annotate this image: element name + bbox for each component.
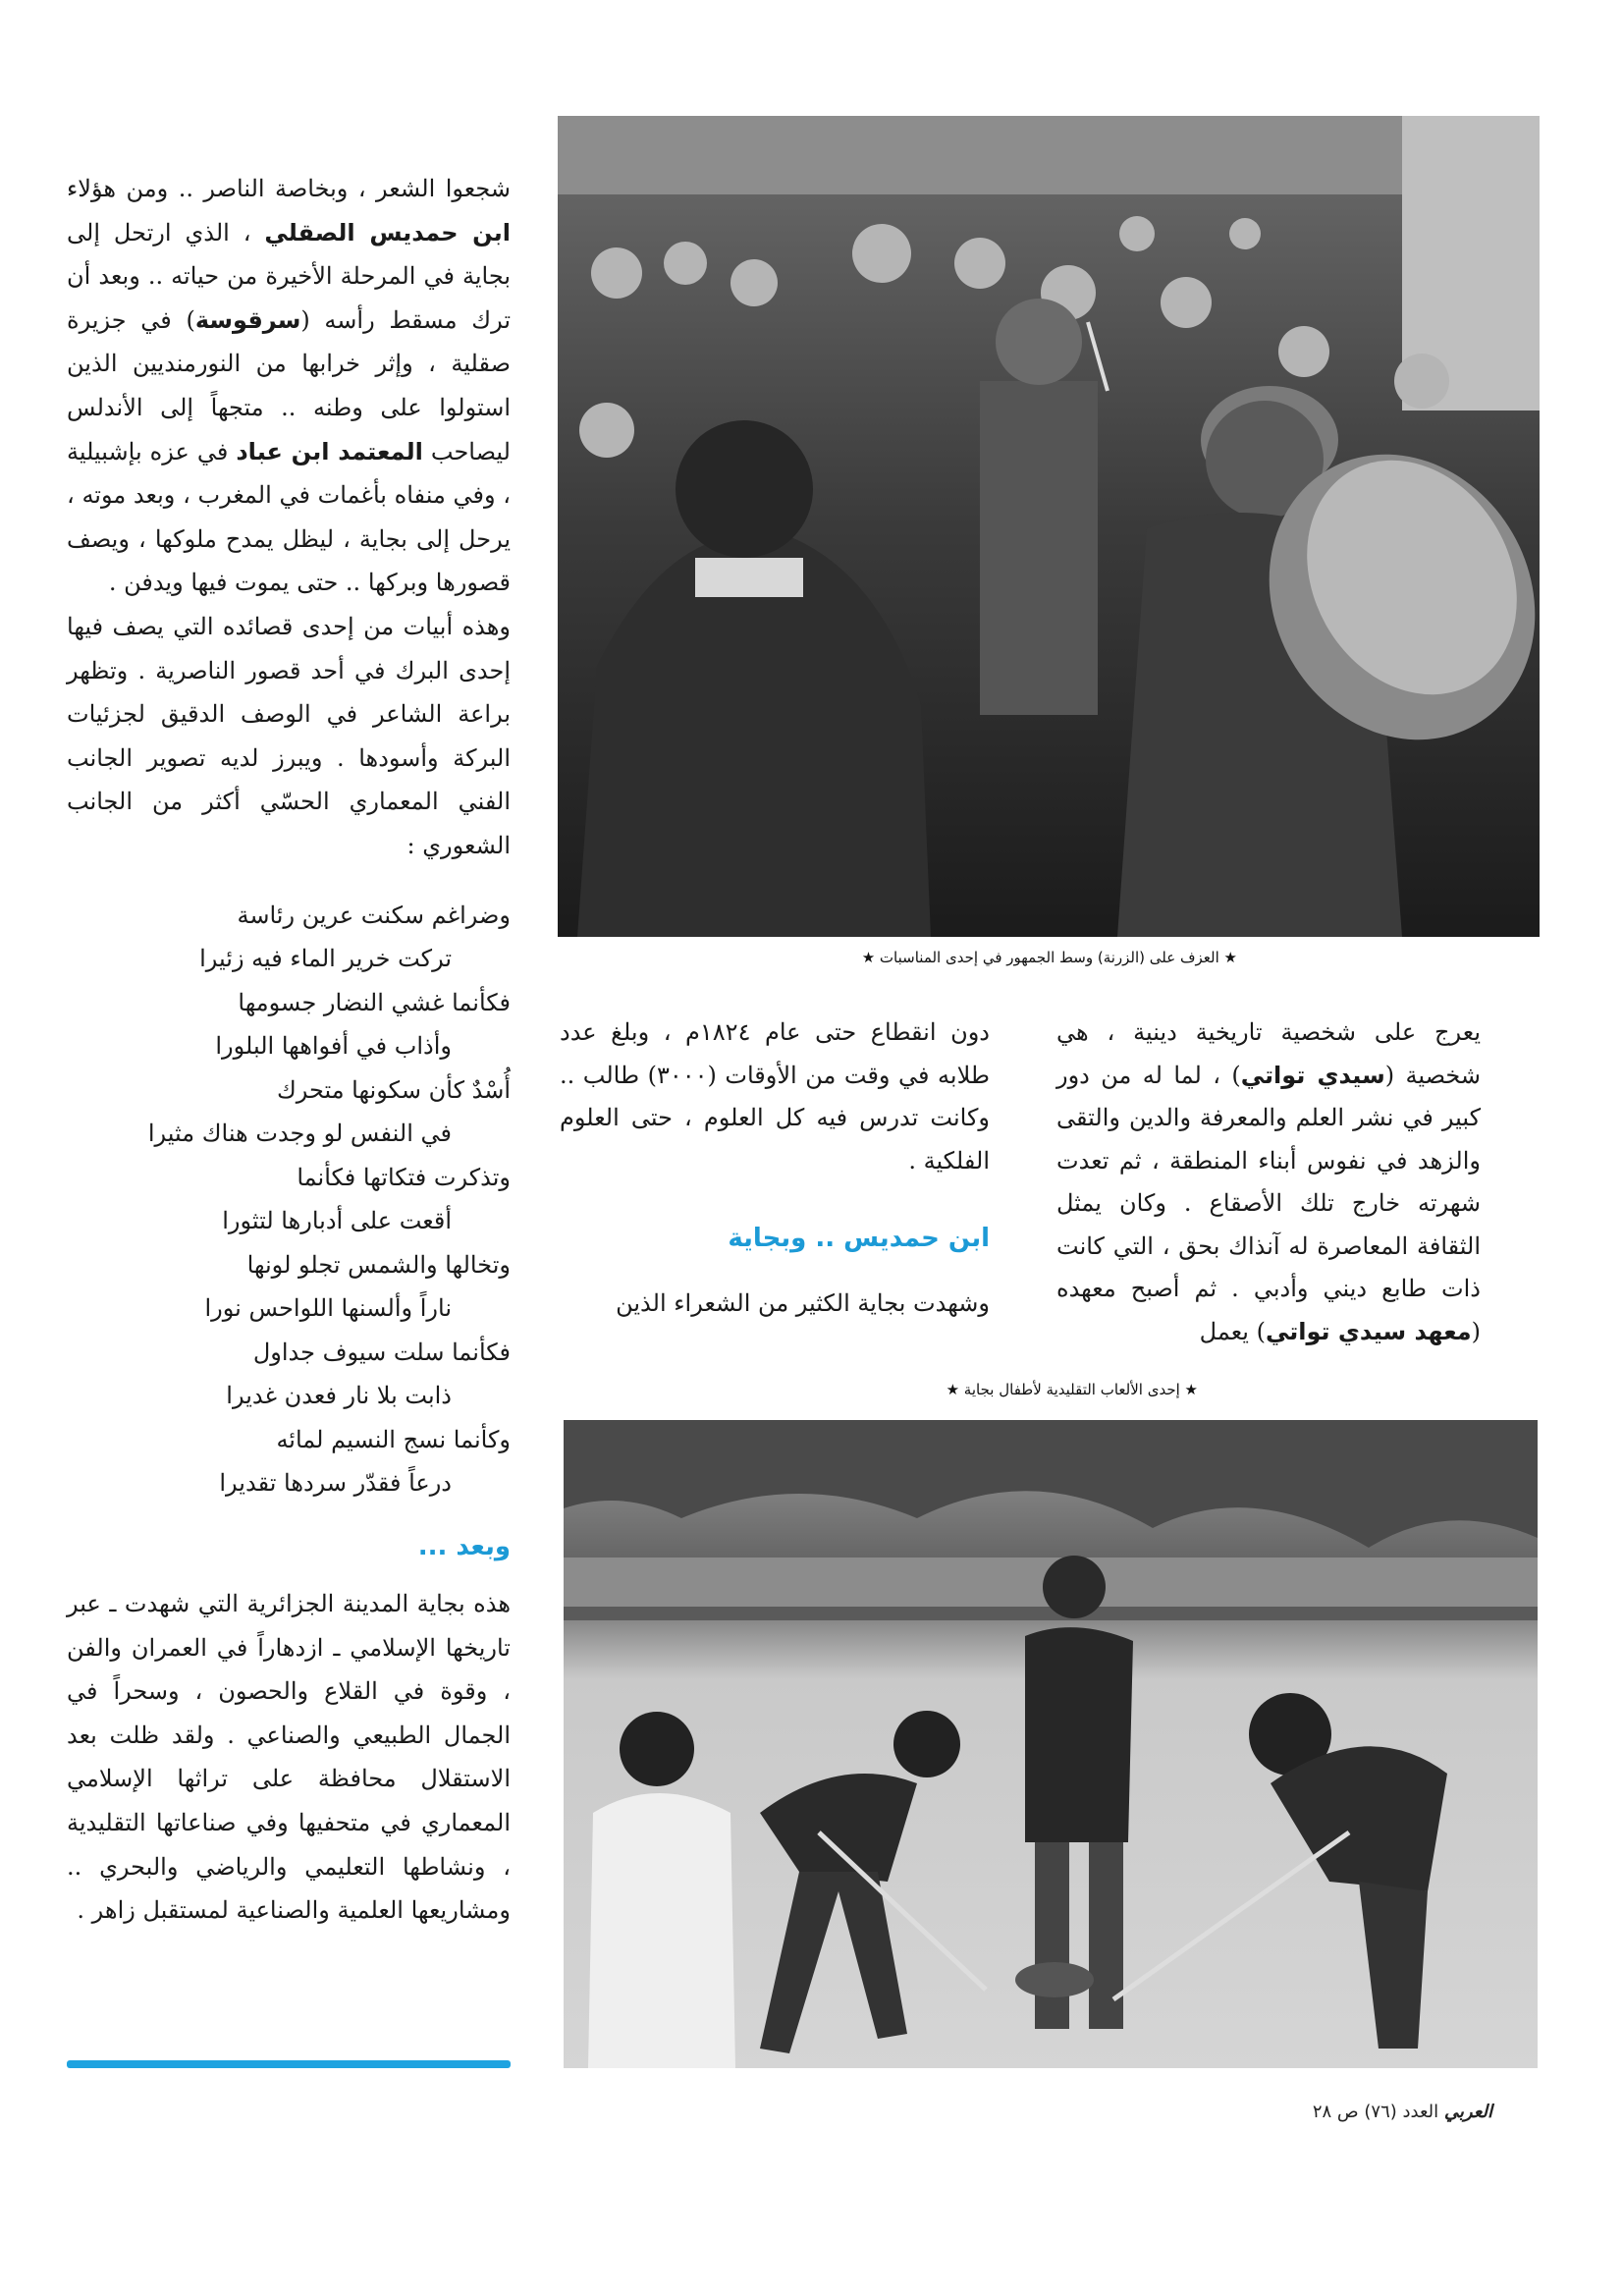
magazine-logo: العربي [1443,2102,1492,2122]
verse: درعاً فقدّر سردها تقديرا [219,1469,452,1497]
verse: ناراً وألسنها اللواحس نورا [204,1294,452,1322]
verse: أُسْدٌ كأن سكونها متحرك [276,1075,511,1104]
subheading-and-after: وبعد ... [417,1531,511,1561]
poem [67,894,511,1505]
left-paragraph-3: هذه بجاية المدينة الجزائرية التي شهدت ـ عبر تاريخها الإسلامي ـ ازدهاراً في العمران والفن ، وقوة في القلاع والحصون ، وسحراً في الجمال الطبيعي والصناعي . ولقد ظلت بعد الاستقلال محافظة على تراثها الإسلامي المعماري في متحفيها وفي صناعاتها التقليدية ، ونشاطها التعليمي والرياضي والبحري .. ومشاريعها العلمية والصناعية لمستقبل زاهر . [67,1590,511,1925]
middle-left-paragraph-2: وشهدت بجاية الكثير من الشعراء الذين [616,1288,990,1317]
page-footer [1178,2102,1492,2122]
text: ) ، لما له من دور كبير في نشر العلم والمعرفة والدين والتقى والزهد في نفوس أبناء المنطقة ، ثم تعدت شهرته خارج تلك الأصقاع . وكان يمثل الثقافة المعاصرة له آنذاك بحق ، التي كانت ذات طابع ديني وأدبي . ثم أصبح معهده ( [1056,1061,1481,1345]
left-paragraph-1 [67,167,511,605]
middle-left-paragraph-1: دون انقطاع حتى عام ١٨٢٤م ، وبلغ عدد طلابه في وقت من الأوقات (٣٠٠٠) طالب .. وكانت تدرس فيه كل العلوم ، حتى العلوم الفلكية . [560,1018,990,1175]
photo-children-game [564,1420,1538,2068]
left-column [67,167,511,1933]
verse: ذابت بلا نار فعدن غديرا [226,1382,452,1409]
verse: في النفس لو وجدت هناك مثيرا [147,1120,452,1147]
verse: أقعت على أدبارها لتثورا [222,1207,452,1234]
verse: وأذاب في أفواهها البلورا [215,1032,452,1060]
photo-drummer-crowd [558,116,1540,937]
verse: فكأنما سلت سيوف جداول [252,1338,511,1366]
text: ، الذي ارتحل إلى بجاية في المرحلة الأخيرة من حياته .. وبعد أن ترك مسقط رأسه ( [67,218,512,334]
verse: وتذكرت فتكاتها فكأنما [297,1163,511,1191]
verse: فكأنما غشي النضار جسومها [238,988,511,1016]
blue-divider [67,2060,511,2068]
text: شجعوا الشعر ، وبخاصة الناصر .. ومن هؤلاء [67,175,511,202]
issue-page: العدد (٧٦) ص ٢٨ [1312,2102,1439,2122]
verse: وكأنما نسج النسيم لمائه [276,1425,511,1453]
text: في عزه بإشبيلية ، وفي منفاه بأغمات في المغرب ، وبعد موته ، يرحل إلى بجاية ، ليظل يمدح ملوكها ، ويصف قصورها وبركها .. حتى يموت فيها ويدفن . [67,437,511,597]
photo-caption-bottom: ★ إحدى الألعاب التقليدية لأطفال بجاية ★ [946,1381,1198,1398]
left-paragraph-2: وهذه أبيات من إحدى قصائده التي يصف فيها إحدى البرك في أحد قصور الناصرية . وتظهر براعة الشاعر في الوصف الدقيق لجزئيات البركة وأسودها . ويبرز لديه تصوير الجانب الفني المعماري الحسّي أكثر من الجانب الشعوري : [67,612,511,859]
verse: وتخالها والشمس تجلو لونها [246,1250,511,1279]
text: يعرج على شخصية تاريخية دينية ، هي شخصية ( [1056,1018,1481,1089]
bold-institute: معهد سيدي تواتي [1265,1317,1472,1345]
photo-caption-top: ★ العزف على (الزرنة) وسط الجمهور في إحدى المناسبات ★ [861,949,1237,966]
bold-place: سرقوسة [194,305,301,334]
subheading-ibn-hamdis: ابن حمديس .. وبجاية [728,1224,990,1253]
verse: وضراغم سكنت عرين رئاسة [237,901,511,929]
middle-right-paragraph [1056,1011,1481,1353]
verse: تركت خرير الماء فيه زئيرا [199,945,452,972]
bold-name: ابن حمديس الصقلي [264,218,511,246]
text: ) في جزيرة صقلية ، وإثر خرابها من النورمنديين الذين استولوا على وطنه .. متجهاً إلى الأندلس ليصاحب [67,305,511,465]
bold-king: المعتمد ابن عباد [236,437,423,465]
bold-name: سيدي تواتي [1240,1061,1385,1089]
middle-right-column [1056,1011,1481,1353]
text: ) يعمل [1199,1317,1266,1345]
middle-left-column [560,1011,990,1325]
